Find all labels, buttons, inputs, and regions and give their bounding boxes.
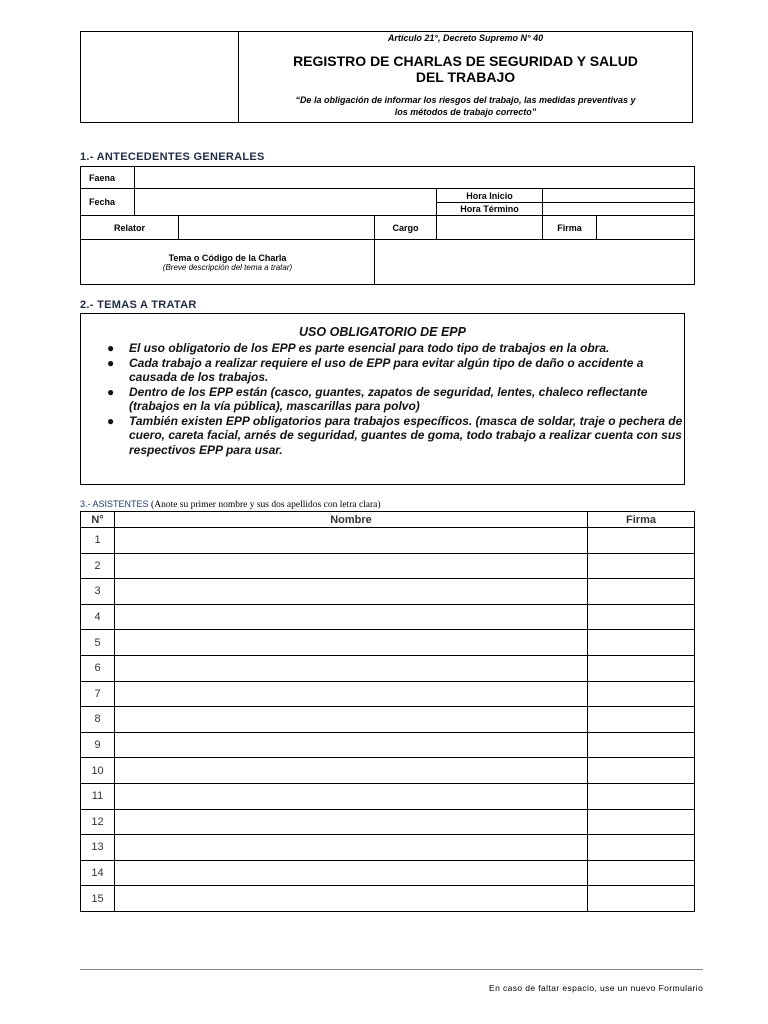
attendee-row: [81, 809, 695, 835]
logo-placeholder: [81, 32, 239, 122]
attendee-number: 1: [81, 528, 115, 554]
attendee-number: 11: [81, 783, 115, 809]
section-1-title: 1.- ANTECEDENTES GENERALES: [80, 151, 265, 163]
attendee-sign-field[interactable]: [588, 579, 695, 605]
attendee-row: [81, 604, 695, 630]
attendee-row: [81, 758, 695, 784]
relator-label: Relator: [81, 216, 179, 240]
attendee-name-field[interactable]: [115, 886, 588, 912]
tema-field[interactable]: [375, 240, 695, 285]
attendee-number: 13: [81, 835, 115, 861]
bullet-icon: ●: [107, 341, 115, 355]
attendee-name-field[interactable]: [115, 604, 588, 630]
firma-label: Firma: [543, 216, 597, 240]
fecha-label: Fecha: [81, 189, 135, 216]
bullet-icon: ●: [107, 384, 115, 399]
topic-item: ● Dentro de los EPP están (casco, guantes, zapatos de seguridad, lentes, chaleco reflectante (trabajos en la vía pública), mascarillas para polvo): [107, 384, 648, 413]
form-header: [80, 31, 693, 123]
attendee-row: [81, 655, 695, 681]
attendee-row: [81, 783, 695, 809]
attendee-row: [81, 553, 695, 579]
attendee-number: 5: [81, 630, 115, 656]
header-text-block: [239, 32, 692, 122]
attendee-number: 15: [81, 886, 115, 912]
attendee-row: [81, 707, 695, 733]
attendee-sign-field[interactable]: [588, 783, 695, 809]
attendees-table: [80, 511, 695, 912]
attendee-name-field[interactable]: [115, 809, 588, 835]
attendee-name-field[interactable]: [115, 783, 588, 809]
attendee-sign-field[interactable]: [588, 528, 695, 554]
attendee-number: 12: [81, 809, 115, 835]
attendee-name-field[interactable]: [115, 630, 588, 656]
faena-label: Faena: [81, 167, 135, 189]
form-title-line-2: DEL TRABAJO: [415, 69, 516, 85]
tema-label-cell: [81, 240, 375, 285]
attendee-row: [81, 681, 695, 707]
attendee-name-field[interactable]: [115, 835, 588, 861]
attendee-number: 14: [81, 860, 115, 886]
hora-inicio-field[interactable]: [543, 189, 695, 203]
form-subtitle-line-2: los métodos de trabajo correcto”: [394, 107, 537, 117]
attendee-name-field[interactable]: [115, 758, 588, 784]
section-3-note: (Anote su primer nombre y sus dos apellidos con letra clara): [151, 500, 381, 510]
col-number-header: N°: [81, 512, 115, 528]
col-name-header: Nombre: [115, 512, 588, 528]
footer-divider: [80, 969, 703, 970]
tema-hint: (Breve descripción del tema a tratar): [162, 262, 293, 272]
bullet-icon: ●: [107, 355, 115, 370]
attendee-name-field[interactable]: [115, 732, 588, 758]
footer-note: En caso de faltar espacio, use un nuevo Formulario: [489, 983, 704, 993]
hora-termino-field[interactable]: [543, 203, 695, 216]
attendee-row: [81, 860, 695, 886]
attendee-name-field[interactable]: [115, 681, 588, 707]
attendee-number: 8: [81, 707, 115, 733]
section-3-title: 3.- ASISTENTES (Anote su primer nombre y sus dos apellidos con letra clara): [80, 499, 381, 510]
attendee-number: 2: [81, 553, 115, 579]
topics-list: [81, 341, 684, 457]
attendee-sign-field[interactable]: [588, 732, 695, 758]
attendee-sign-field[interactable]: [588, 604, 695, 630]
attendee-row: [81, 886, 695, 912]
attendee-name-field[interactable]: [115, 707, 588, 733]
attendee-row: [81, 579, 695, 605]
attendee-name-field[interactable]: [115, 655, 588, 681]
legal-article: Artículo 21°, Decreto Supremo N° 40: [387, 33, 544, 43]
attendee-name-field[interactable]: [115, 579, 588, 605]
cargo-field[interactable]: [437, 216, 543, 240]
attendee-sign-field[interactable]: [588, 553, 695, 579]
topics-box: [80, 313, 685, 485]
topics-heading: USO OBLIGATORIO DE EPP: [299, 325, 466, 339]
attendee-number: 7: [81, 681, 115, 707]
relator-field[interactable]: [179, 216, 375, 240]
attendee-number: 9: [81, 732, 115, 758]
attendee-number: 3: [81, 579, 115, 605]
col-sign-header: Firma: [588, 512, 695, 528]
attendee-sign-field[interactable]: [588, 886, 695, 912]
attendee-number: 10: [81, 758, 115, 784]
attendee-sign-field[interactable]: [588, 655, 695, 681]
hora-termino-label: Hora Término: [437, 203, 543, 216]
general-info-table: [80, 166, 695, 285]
attendee-row: [81, 835, 695, 861]
attendee-sign-field[interactable]: [588, 707, 695, 733]
topic-item: ● Cada trabajo a realizar requiere el uso de EPP para evitar algún tipo de daño o accidente a causada de los trabajos.: [107, 355, 644, 384]
attendee-number: 6: [81, 655, 115, 681]
topic-item: ● También existen EPP obligatorios para trabajos específicos. (masca de soldar, traje o pechera de cuero, careta facial, arnés de seguridad, guantes de goma, todo trabajo a realizar cuenta con sus respectivos EPP para usar.: [107, 413, 683, 457]
fecha-field[interactable]: [135, 189, 437, 216]
attendee-row: [81, 630, 695, 656]
firma-field[interactable]: [597, 216, 695, 240]
attendee-sign-field[interactable]: [588, 860, 695, 886]
attendee-sign-field[interactable]: [588, 681, 695, 707]
topic-item: ● El uso obligatorio de los EPP es parte esencial para todo tipo de trabajos en la obra.: [107, 341, 610, 355]
attendee-sign-field[interactable]: [588, 835, 695, 861]
attendee-number: 4: [81, 604, 115, 630]
attendee-sign-field[interactable]: [588, 809, 695, 835]
form-subtitle-line-1: “De la obligación de informar los riesgos del trabajo, las medidas preventivas y: [295, 95, 636, 105]
attendee-sign-field[interactable]: [588, 630, 695, 656]
attendee-name-field[interactable]: [115, 553, 588, 579]
attendee-name-field[interactable]: [115, 528, 588, 554]
faena-field[interactable]: [135, 167, 695, 189]
attendee-sign-field[interactable]: [588, 758, 695, 784]
form-subtitle: [239, 94, 692, 118]
cargo-label: Cargo: [375, 216, 437, 240]
attendee-name-field[interactable]: [115, 860, 588, 886]
bullet-icon: ●: [107, 413, 115, 428]
hora-inicio-label: Hora Inicio: [437, 189, 543, 203]
tema-label: Tema o Código de la Charla: [168, 252, 287, 263]
attendee-row: [81, 732, 695, 758]
section-2-title: 2.- TEMAS A TRATAR: [80, 299, 197, 311]
form-title: [239, 53, 692, 85]
attendee-row: [81, 528, 695, 554]
form-title-line-1: REGISTRO DE CHARLAS DE SEGURIDAD Y SALUD: [293, 53, 638, 69]
